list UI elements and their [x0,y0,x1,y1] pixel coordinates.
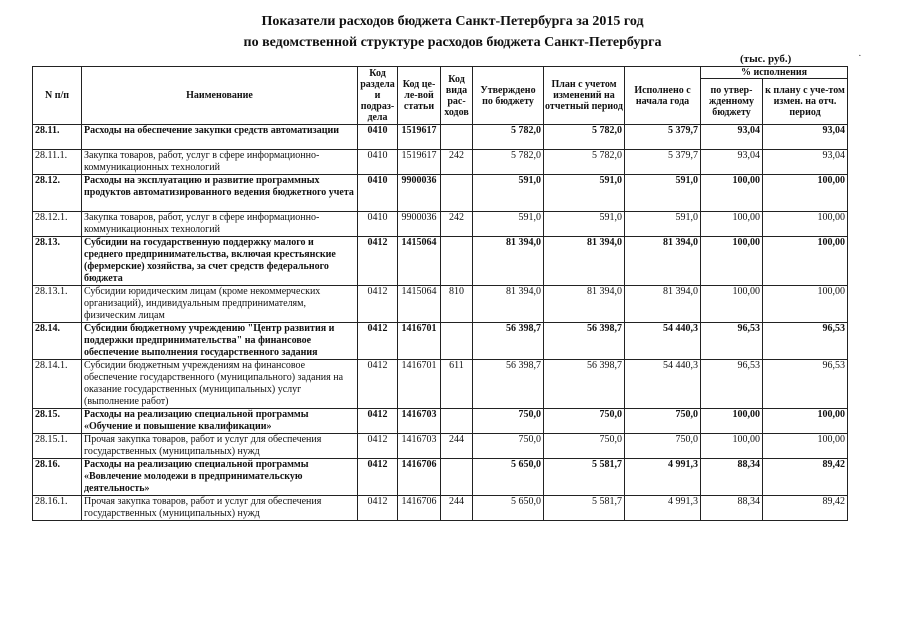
row-target-code: 1416706 [398,496,441,521]
table-row [33,323,848,360]
row-approved: 81 394,0 [473,237,544,286]
row-pct-plan: 100,00 [763,409,848,434]
table-row [33,212,848,237]
row-executed: 591,0 [625,175,701,212]
row-plan: 591,0 [544,212,625,237]
report-subtitle: по ведомственной структуре расходов бюджета Санкт-Петербурга [243,35,662,50]
row-number: 28.14.1. [33,360,82,409]
row-approved: 56 398,7 [473,360,544,409]
row-name: Расходы на реализацию специальной программы «Обучение и повышение квалификации» [82,409,358,434]
row-target-code: 1415064 [398,237,441,286]
row-name: Расходы на эксплуатацию и развитие программных продуктов автоматизированного ведения бюджетного учета [82,175,358,212]
row-executed: 81 394,0 [625,237,701,286]
row-target-code: 9900036 [398,175,441,212]
row-target-code: 1416703 [398,409,441,434]
row-number: 28.15.1. [33,434,82,459]
row-expense-type-code: 611 [441,360,473,409]
row-expense-type-code: 244 [441,496,473,521]
row-section-code: 0412 [358,323,398,360]
row-number: 28.14. [33,323,82,360]
table-row [33,496,848,521]
row-plan: 5 581,7 [544,459,625,496]
row-section-code: 0410 [358,150,398,175]
table-row [33,175,848,212]
row-pct-approved: 88,34 [701,496,763,521]
header-name: Наименование [82,67,358,125]
row-section-code: 0412 [358,409,398,434]
row-target-code: 1416701 [398,360,441,409]
row-name: Субсидии бюджетным учреждениям на финансовое обеспечение государственного (муниципального) задания на оказание государственных (муниципальных) услуг (выполнение работ) [82,360,358,409]
row-pct-plan: 100,00 [763,175,848,212]
row-approved: 56 398,7 [473,323,544,360]
row-pct-plan: 93,04 [763,125,848,150]
row-number: 28.11. [33,125,82,150]
row-approved: 591,0 [473,212,544,237]
row-target-code: 1416701 [398,323,441,360]
row-executed: 81 394,0 [625,286,701,323]
row-section-code: 0412 [358,459,398,496]
row-expense-type-code: 242 [441,212,473,237]
row-plan: 56 398,7 [544,360,625,409]
row-approved: 750,0 [473,409,544,434]
row-name: Субсидии на государственную поддержку малого и среднего предпринимательства, включая крестьянские (фермерские) хозяйства, за счет средств федерального бюджета [82,237,358,286]
row-plan: 56 398,7 [544,323,625,360]
scan-dot: · [858,50,862,62]
row-approved: 5 782,0 [473,150,544,175]
row-section-code: 0412 [358,434,398,459]
header-executed: Исполнено с начала года [625,67,701,125]
row-expense-type-code: 810 [441,286,473,323]
row-executed: 54 440,3 [625,360,701,409]
row-pct-plan: 96,53 [763,360,848,409]
row-name: Субсидии юридическим лицам (кроме некоммерческих организаций), индивидуальным предпринимателям, физическим лицам [82,286,358,323]
row-name: Расходы на реализацию специальной программы «Вовлечение молодежи в предпринимательскую деятельность» [82,459,358,496]
row-executed: 5 379,7 [625,150,701,175]
row-pct-plan: 96,53 [763,323,848,360]
row-executed: 591,0 [625,212,701,237]
row-pct-approved: 100,00 [701,212,763,237]
row-name: Закупка товаров, работ, услуг в сфере информационно-коммуникационных технологий [82,150,358,175]
table-row [33,150,848,175]
row-target-code: 1416706 [398,459,441,496]
row-section-code: 0410 [358,175,398,212]
table-row [33,409,848,434]
header-expense-type-code: Код вида рас-ходов [441,67,473,125]
row-expense-type-code [441,459,473,496]
row-plan: 750,0 [544,409,625,434]
row-pct-approved: 93,04 [701,125,763,150]
row-approved: 5 650,0 [473,496,544,521]
table-row [33,434,848,459]
row-expense-type-code: 242 [441,150,473,175]
row-name: Прочая закупка товаров, работ и услуг для обеспечения государственных (муниципальных) нужд [82,434,358,459]
header-target-code: Код це-ле-вой статьи [398,67,441,125]
row-plan: 750,0 [544,434,625,459]
row-pct-plan: 100,00 [763,237,848,286]
row-number: 28.16. [33,459,82,496]
row-pct-approved: 96,53 [701,323,763,360]
row-section-code: 0412 [358,496,398,521]
row-number: 28.16.1. [33,496,82,521]
row-pct-approved: 93,04 [701,150,763,175]
table-row [33,125,848,150]
row-target-code: 1416703 [398,434,441,459]
row-pct-plan: 89,42 [763,496,848,521]
row-plan: 81 394,0 [544,237,625,286]
row-approved: 591,0 [473,175,544,212]
row-pct-approved: 100,00 [701,409,763,434]
row-plan: 5 782,0 [544,150,625,175]
row-pct-approved: 100,00 [701,175,763,212]
row-executed: 5 379,7 [625,125,701,150]
row-target-code: 1415064 [398,286,441,323]
row-section-code: 0412 [358,286,398,323]
row-pct-approved: 100,00 [701,286,763,323]
row-pct-plan: 100,00 [763,434,848,459]
row-pct-plan: 89,42 [763,459,848,496]
header-pct-approved: по утвер-жденному бюджету [701,79,763,125]
row-plan: 5 581,7 [544,496,625,521]
row-pct-plan: 100,00 [763,212,848,237]
row-pct-approved: 96,53 [701,360,763,409]
header-percent: % исполнения [701,67,848,79]
row-pct-plan: 100,00 [763,286,848,323]
table-row [33,459,848,496]
row-expense-type-code [441,237,473,286]
table-row [33,360,848,409]
row-number: 28.12.1. [33,212,82,237]
row-executed: 4 991,3 [625,459,701,496]
row-name: Прочая закупка товаров, работ и услуг для обеспечения государственных (муниципальных) нужд [82,496,358,521]
row-executed: 54 440,3 [625,323,701,360]
row-number: 28.13.1. [33,286,82,323]
table-row [33,237,848,286]
row-pct-approved: 100,00 [701,237,763,286]
row-name: Расходы на обеспечение закупки средств автоматизации [82,125,358,150]
table-body [33,125,848,521]
row-plan: 5 782,0 [544,125,625,150]
row-expense-type-code [441,323,473,360]
row-pct-approved: 100,00 [701,434,763,459]
row-expense-type-code [441,409,473,434]
row-section-code: 0410 [358,125,398,150]
budget-table [32,66,848,521]
row-executed: 750,0 [625,434,701,459]
units-label: (тыс. руб.) [740,53,792,65]
row-executed: 4 991,3 [625,496,701,521]
row-approved: 5 650,0 [473,459,544,496]
header-pct-plan: к плану с уче-том измен. на отч. период [763,79,848,125]
report-title: Показатели расходов бюджета Санкт-Петербурга за 2015 год [261,14,644,29]
row-target-code: 1519617 [398,150,441,175]
row-pct-plan: 93,04 [763,150,848,175]
row-number: 28.12. [33,175,82,212]
row-number: 28.13. [33,237,82,286]
row-name: Субсидии бюджетному учреждению "Центр развития и поддержки предпринимательства" на финансовое обеспечение выполнения государственного задания [82,323,358,360]
row-approved: 750,0 [473,434,544,459]
row-approved: 81 394,0 [473,286,544,323]
row-target-code: 9900036 [398,212,441,237]
row-target-code: 1519617 [398,125,441,150]
header-plan: План с учетом изменений на отчетный период [544,67,625,125]
row-number: 28.11.1. [33,150,82,175]
row-expense-type-code: 244 [441,434,473,459]
row-plan: 81 394,0 [544,286,625,323]
row-plan: 591,0 [544,175,625,212]
header-section-code: Код раздела и подраз-дела [358,67,398,125]
row-expense-type-code [441,175,473,212]
row-expense-type-code [441,125,473,150]
row-executed: 750,0 [625,409,701,434]
row-pct-approved: 88,34 [701,459,763,496]
row-section-code: 0410 [358,212,398,237]
table-row [33,286,848,323]
header-approved: Утверждено по бюджету [473,67,544,125]
row-name: Закупка товаров, работ, услуг в сфере информационно-коммуникационных технологий [82,212,358,237]
row-approved: 5 782,0 [473,125,544,150]
row-number: 28.15. [33,409,82,434]
row-section-code: 0412 [358,237,398,286]
header-num: N п/п [33,67,82,125]
row-section-code: 0412 [358,360,398,409]
